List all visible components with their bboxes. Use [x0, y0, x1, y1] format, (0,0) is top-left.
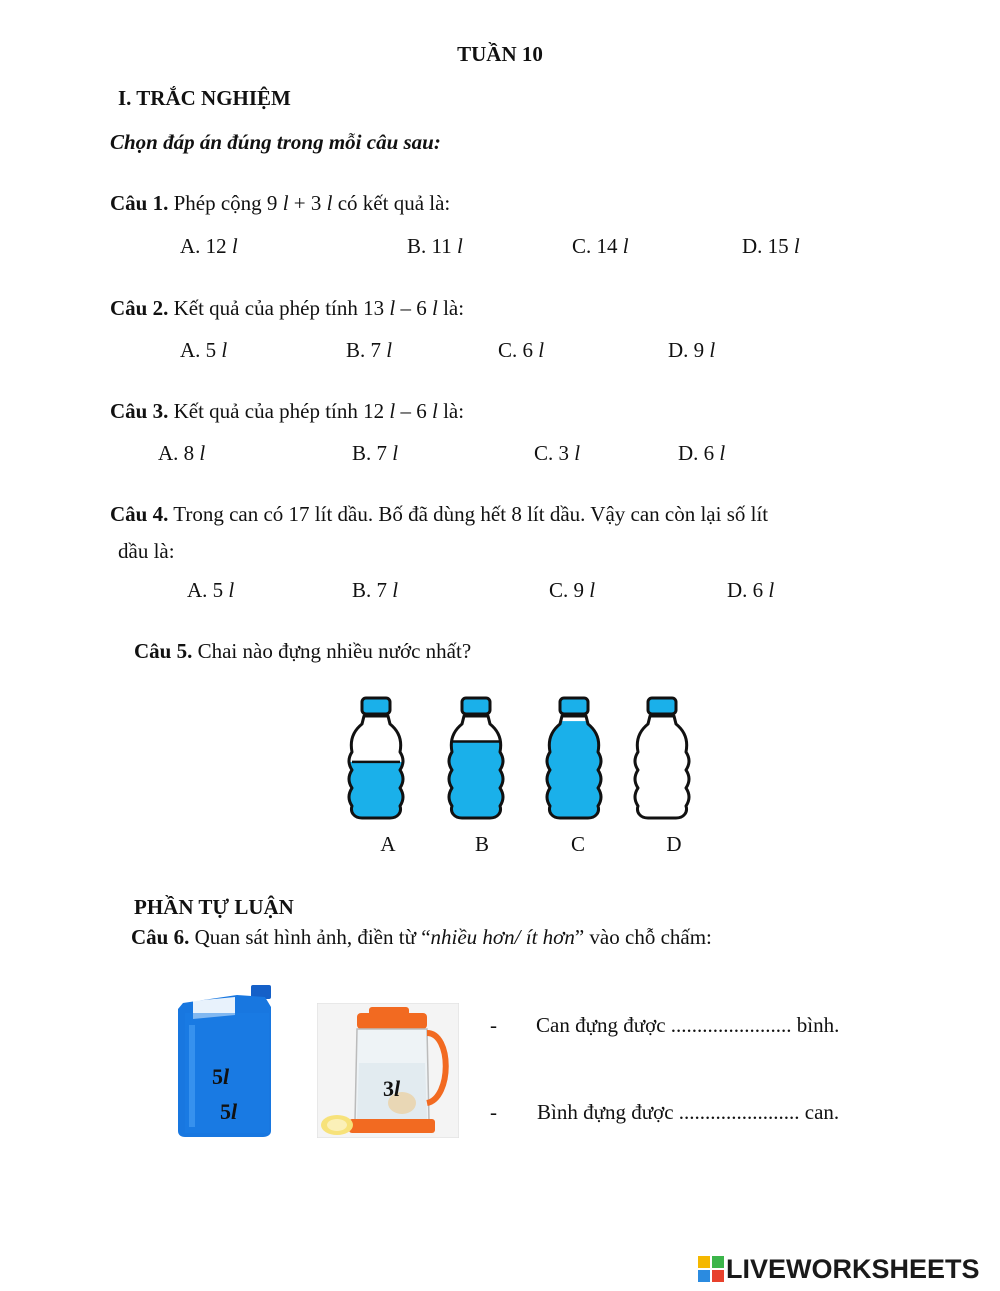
question-1: Câu 1. Phép cộng 9 l + 3 l có kết quả là: [110, 191, 451, 215]
q4-option-d[interactable]: D. 6 l [727, 578, 775, 602]
jug-label: 3l [383, 1076, 401, 1101]
q1-option-b[interactable]: B. 11 l [407, 234, 463, 258]
fill-blank-1[interactable]: ....................... [670, 1013, 792, 1037]
q3-option-d[interactable]: D. 6 l [678, 441, 726, 465]
question-4: Câu 4. Trong can có 17 lít dầu. Bố đã dùng hết 8 lít dầu. Vậy can còn lại số lít [110, 502, 769, 526]
fill-dash-2: - [490, 1100, 497, 1124]
q2-option-b[interactable]: B. 7 l [346, 338, 393, 362]
bottles-illustration [330, 690, 710, 820]
bottle-label-d: D [666, 832, 682, 856]
bottle-d [635, 698, 689, 818]
question-label: Câu 6. [131, 925, 190, 949]
can-label-2: 5l [220, 1099, 238, 1124]
logo-text: LIVEWORKSHEETS [726, 1253, 980, 1284]
instruction-text: Chọn đáp án đúng trong mỗi câu sau: [110, 130, 441, 154]
bottle-b [448, 698, 504, 818]
question-4-line-2: dầu là: [118, 539, 175, 563]
bottle-label-a: A [380, 832, 396, 856]
fill-line-1: Can đựng được ....................... bình. [536, 1013, 840, 1037]
question-2: Câu 2. Kết quả của phép tính 13 l – 6 l là: [110, 296, 465, 320]
q2-option-a[interactable]: A. 5 l [180, 338, 228, 362]
section-heading-multiple-choice: I. TRẮC NGHIỆM [118, 86, 291, 110]
bottle-a [348, 698, 404, 818]
fill-dash-1: - [490, 1013, 497, 1037]
q3-option-b[interactable]: B. 7 l [352, 441, 399, 465]
jug-image [317, 1003, 459, 1138]
fill-blank-2[interactable]: ....................... [678, 1100, 800, 1124]
section-heading-essay: PHẦN TỰ LUẬN [134, 895, 294, 919]
question-6: Câu 6. Quan sát hình ảnh, điền từ “nhiều hơn/ ít hơn” vào chỗ chấm: [131, 925, 712, 949]
bottle-label-c: C [570, 832, 585, 856]
logo-icon [698, 1256, 724, 1282]
q1-option-a[interactable]: A. 12 l [180, 234, 238, 258]
question-label: Câu 5. [134, 639, 193, 663]
bottle-label-b: B [474, 832, 489, 856]
liveworksheets-logo [698, 1252, 980, 1286]
question-3: Câu 3. Kết quả của phép tính 12 l – 6 l là: [110, 399, 465, 423]
question-label: Câu 3. [110, 399, 169, 423]
question-5: Câu 5. Chai nào đựng nhiều nước nhất? [134, 639, 472, 663]
page-title: TUẦN 10 [457, 42, 543, 66]
q3-option-c[interactable]: C. 3 l [534, 441, 581, 465]
q4-option-b[interactable]: B. 7 l [352, 578, 399, 602]
q2-option-d[interactable]: D. 9 l [668, 338, 716, 362]
fill-line-2: Bình đựng được ....................... can. [537, 1100, 840, 1124]
q4-option-c[interactable]: C. 9 l [549, 578, 596, 602]
question-label: Câu 2. [110, 296, 169, 320]
question-label: Câu 4. [110, 502, 169, 526]
q2-option-c[interactable]: C. 6 l [498, 338, 545, 362]
bottle-c [546, 698, 602, 818]
q3-option-a[interactable]: A. 8 l [158, 441, 206, 465]
q1-option-d[interactable]: D. 15 l [742, 234, 800, 258]
question-label: Câu 1. [110, 191, 169, 215]
q4-option-a[interactable]: A. 5 l [187, 578, 235, 602]
q1-option-c[interactable]: C. 14 l [572, 234, 629, 258]
can-label-1: 5l [212, 1064, 230, 1089]
